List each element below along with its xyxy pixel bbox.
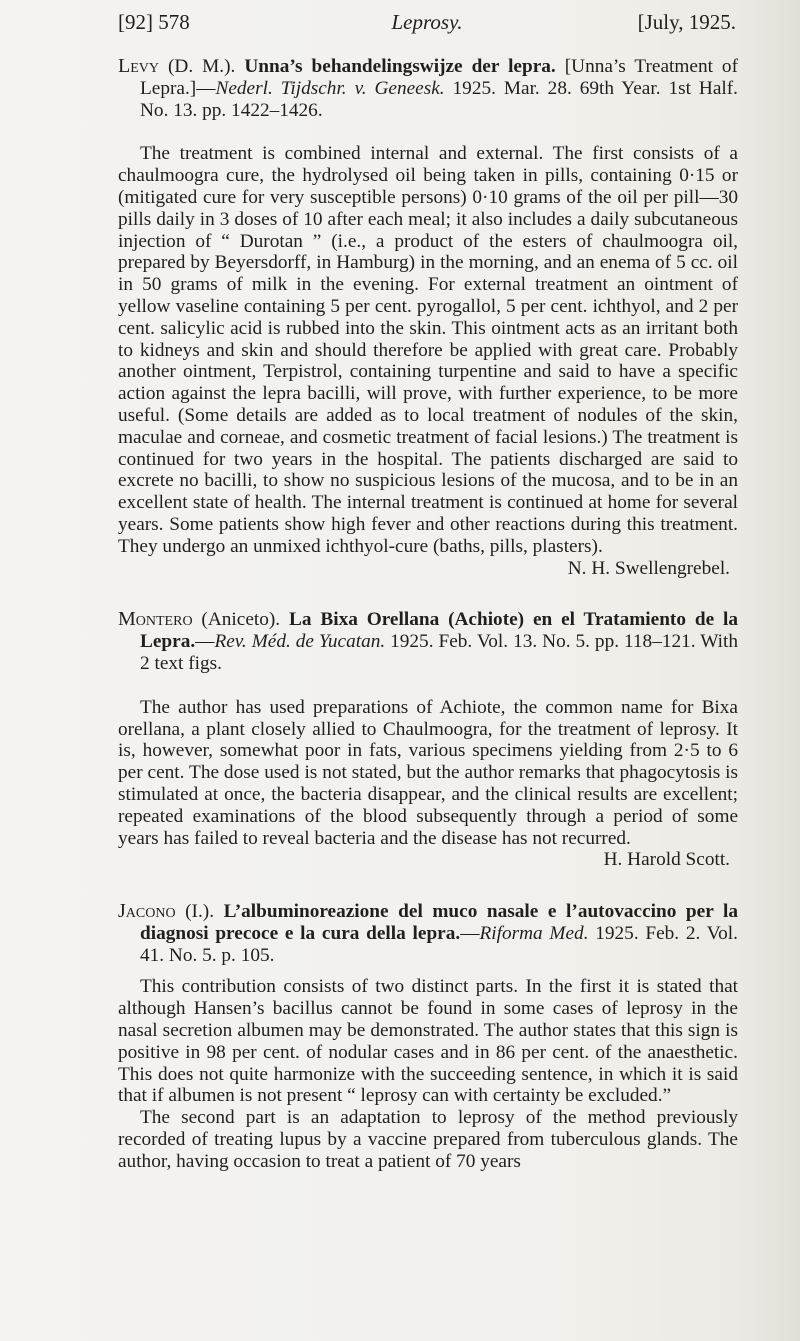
abstract-paragraph: The treatment is combined internal and external. The first consists of a chaulmoogra cure, the hydrolysed oil being taken in pills, containing 0·15 or (mitigated cure for very susceptible persons) 0·10 grams of the oil per pill—30 pills daily in 3 doses of 10 after each meal; it also includes a daily subcutaneous injection of “ Durotan ” (i.e., a product of the esters of chaulmoogra oil, prepared by Beyersdorff, in Hamburg) in the morning, and an enema of 5 cc. oil in 50 grams of milk in the evening. For external treatment an ointment of yellow vaseline containing 5 per cent. pyrogallol, 5 per cent. ichthyol, and 2 per cent. salicylic acid is rubbed into the skin. This ointment acts as an irritant both to kidneys and skin and should therefore be applied with great care. Probably another ointment, Terpistrol, containing turpentine and said to have a specific action against the lepra bacilli, will prove, with further experience, to be more useful. (Some details are added as to local treatment of nodules of the skin, maculae and corneae, and cosmetic treatment of facial lesions.) The treatment is continued for two years in the hospital. The patients discharged are said to excrete no bacilli, to show no suspicious lesions of the mucosa, and to be in an excellent state of health. The internal treatment is continued at home for several years. Some patients show high fever and other reactions during this treatment. They undergo an unmixed ichthyol-cure (baths, pills, plasters). (118, 143, 738, 557)
abstract-signature: H. Harold Scott. (603, 849, 730, 871)
abstract-paragraph: The second part is an adaptation to leprosy of the method previously recorded of treating lupus by a vaccine prepared from tuberculous glands. The author, having occasion to treat a patient of 70 years (118, 1107, 738, 1172)
citation-journal: Rev. Méd. de Yucatan. (214, 631, 386, 653)
citation (118, 609, 738, 674)
running-header (118, 10, 736, 46)
abstract-entry-levy (118, 56, 738, 579)
citation-details: 1925. Feb. 2. Vol. 41. No. 5. p. 105. (140, 922, 738, 966)
issue-date: [July, 1925. (637, 10, 736, 34)
abstract-entry-montero (118, 609, 738, 871)
citation-author: Montero (118, 608, 193, 631)
citation-translation: [Unna’s Treatment of Lepra.]— (140, 56, 738, 99)
citation-details: 1925. Feb. Vol. 13. No. 5. pp. 118–121. With 2 text figs. (140, 631, 738, 674)
citation-title: Unna’s behandelingswijze der lepra. (244, 56, 556, 77)
citation (118, 56, 738, 121)
citation-title: La Bixa Orellana (Achiote) en el Tratamiento de la Lepra. (140, 609, 738, 653)
citation-journal: Riforma Med. (479, 922, 589, 944)
citation-author-initials: (Aniceto). (192, 609, 289, 631)
running-title: Leprosy. (391, 10, 463, 34)
page-body (118, 56, 738, 1173)
abstract-signature: N. H. Swellengrebel. (567, 557, 730, 579)
abstract-paragraph: This contribution consists of two distinct parts. In the first it is stated that although Hansen’s bacillus cannot be found in some cases of leprosy in the nasal secretion albumen may be demonstrated. The author states that this sign is positive in 98 per cent. of nodular cases and in 86 per cent. of the anaesthetic. This does not quite harmonize with the succeeding sentence, in which it is said that if albumen is not present “ leprosy can with certainty be excluded.” (118, 976, 738, 1107)
citation-details: 1925. Mar. 28. 69th Year. 1st Half. No. 13. pp. 1422–1426. (140, 77, 738, 121)
citation-journal: Nederl. Tijdschr. v. Geneesk. (215, 77, 445, 99)
citation-translation: — (460, 922, 480, 944)
citation-author: Jacono (118, 900, 176, 923)
citation-title: L’albuminoreazione del muco nasale e l’autovaccino per la diagnosi precoce e la cura della lepra. (140, 901, 738, 944)
citation-author-initials: (I.). (175, 901, 224, 923)
citation-translation: — (195, 631, 215, 653)
citation-author-initials: (D. M.). (159, 56, 245, 77)
abstract-entry-jacono (118, 901, 738, 1173)
abstract-paragraph: The author has used preparations of Achiote, the common name for Bixa orellana, a plant closely allied to Chaulmoogra, for the treatment of leprosy. It is, however, somewhat poor in fats, various specimens yielding from 2·5 to 6 per cent. The dose used is not stated, but the author remarks that phagocytosis is stimulated at once, the bacteria disappear, and the clinical results are excellent; repeated examinations of the blood subsequently through a period of some years has failed to reveal bacteria and the disease has not recurred. (118, 696, 738, 849)
citation (118, 901, 738, 966)
page-number: [92] 578 (118, 10, 190, 34)
citation-author: Levy (118, 55, 159, 77)
